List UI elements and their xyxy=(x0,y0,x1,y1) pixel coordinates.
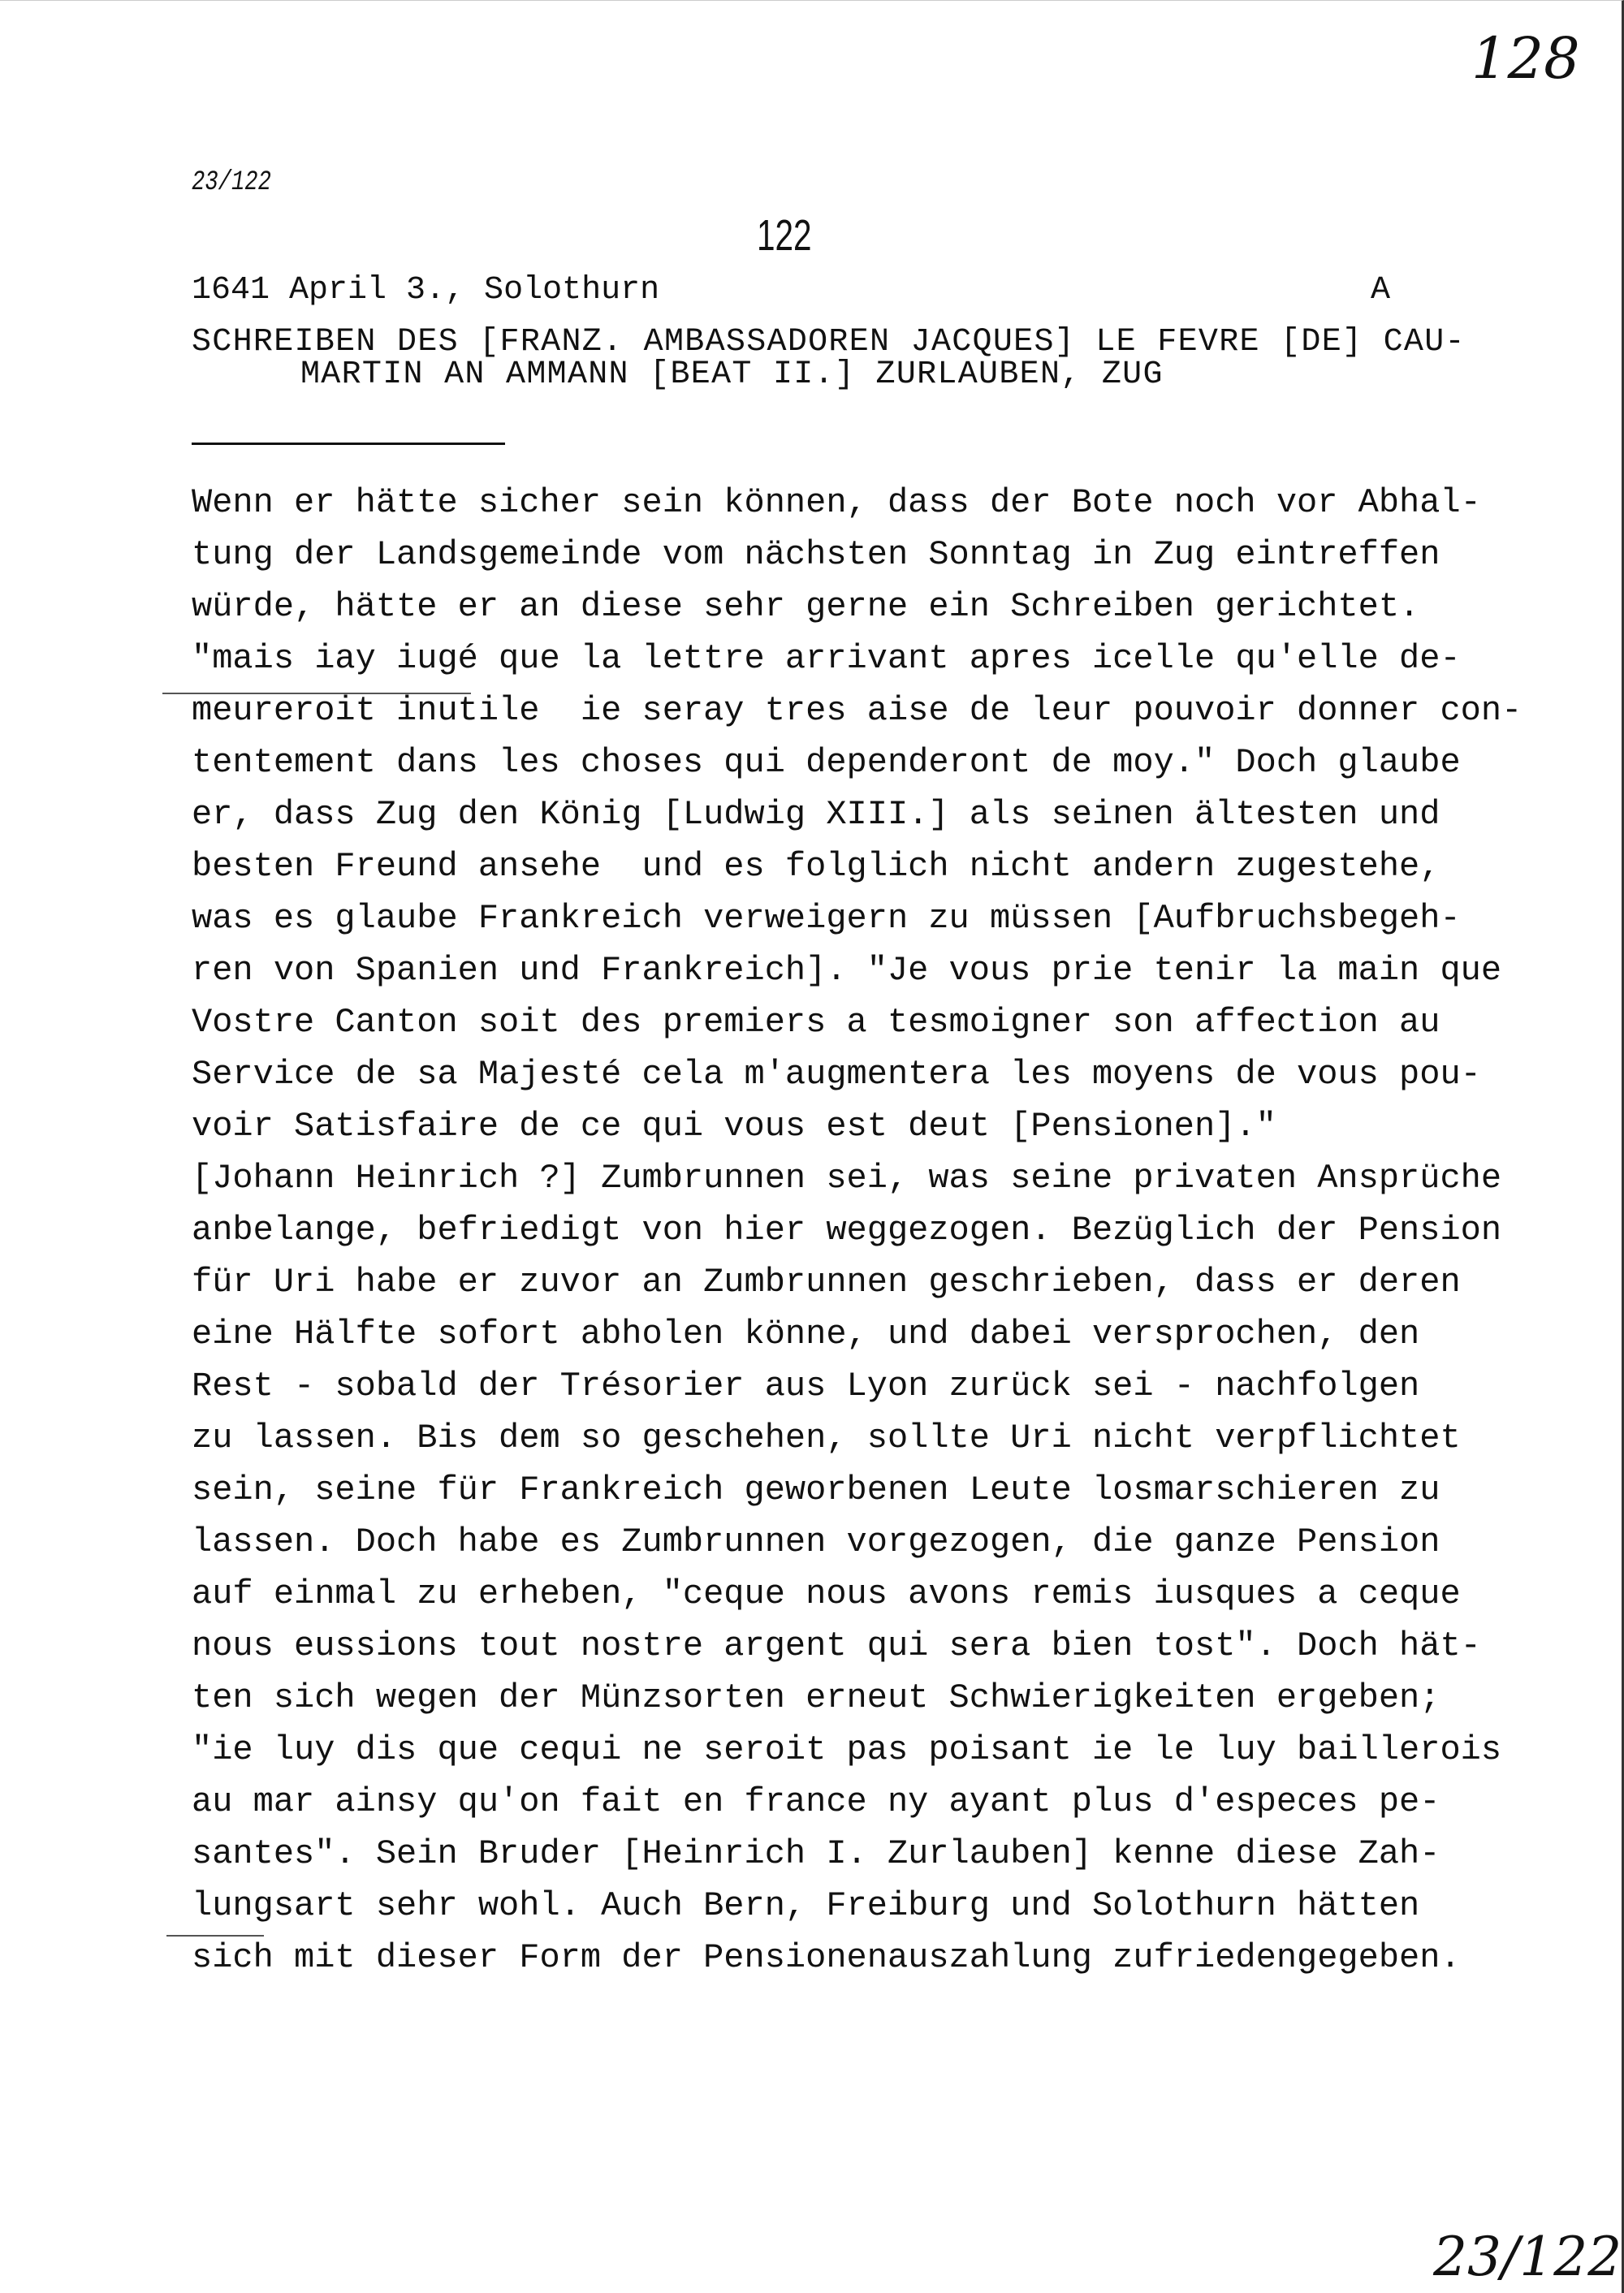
body-line: Vostre Canton soit des premiers a tesmoigner son affection au xyxy=(192,1003,1440,1042)
body-line: tung der Landsgemeinde vom nächsten Sonntag in Zug eintreffen xyxy=(192,535,1440,574)
body-line: ten sich wegen der Münzsorten erneut Schwierigkeiten ergeben; xyxy=(192,1678,1440,1717)
category-letter: A xyxy=(1371,272,1391,309)
body-line: sein, seine für Frankreich geworbenen Leute losmarschieren zu xyxy=(192,1470,1440,1509)
body-line: lungsart sehr wohl. Auch Bern, Freiburg und Solothurn hätten xyxy=(192,1886,1420,1925)
date-place: 1641 April 3., Solothurn xyxy=(192,272,660,309)
body-line: santes". Sein Bruder [Heinrich I. Zurlauben] kenne diese Zah- xyxy=(192,1834,1440,1873)
body-line: Service de sa Majesté cela m'augmentera les moyens de vous pou- xyxy=(192,1055,1481,1094)
body-line: au mar ainsy qu'on fait en france ny ayant plus d'especes pe- xyxy=(192,1782,1440,1821)
body-line: "mais iay iugé que la lettre arrivant apres icelle qu'elle de- xyxy=(192,639,1461,678)
caption-line-2: MARTIN AN AMMANN [BEAT II.] ZURLAUBEN, ZUG xyxy=(300,356,1164,393)
body-line: tentement dans les choses qui dependeront de moy." Doch glaube xyxy=(192,743,1461,782)
body-line: meureroit inutile ie seray tres aise de leur pouvoir donner con- xyxy=(192,691,1522,730)
body-line: Wenn er hätte sicher sein können, dass der Bote noch vor Abhal- xyxy=(192,483,1481,522)
body-line: voir Satisfaire de ce qui vous est deut [Pensionen]." xyxy=(192,1107,1276,1146)
body-text xyxy=(192,477,1522,1984)
body-line: ren von Spanien und Frankreich]. "Je vous prie tenir la main que xyxy=(192,951,1502,990)
handwritten-folio-number: 128 xyxy=(1471,25,1580,92)
body-line: würde, hätte er an diese sehr gerne ein Schreiben gerichtet. xyxy=(192,587,1420,626)
body-line: Rest - sobald der Trésorier aus Lyon zurück sei - nachfolgen xyxy=(192,1367,1420,1406)
body-line: lassen. Doch habe es Zumbrunnen vorgezogen, die ganze Pension xyxy=(192,1522,1440,1561)
body-line: eine Hälfte sofort abholen könne, und dabei versprochen, den xyxy=(192,1315,1420,1354)
body-line: sich mit dieser Form der Pensionenauszahlung zufriedengegeben. xyxy=(192,1938,1461,1977)
body-line: er, dass Zug den König [Ludwig XIII.] als seinen ältesten und xyxy=(192,795,1440,834)
caption-line-1: SCHREIBEN DES [FRANZ. AMBASSADOREN JACQUES] LE FEVRE [DE] CAU- xyxy=(192,324,1466,361)
body-line: was es glaube Frankreich verweigern zu müssen [Aufbruchsbegeh- xyxy=(192,899,1461,938)
document-number: 122 xyxy=(757,211,812,260)
body-line: [Johann Heinrich ?] Zumbrunnen sei, was seine privaten Ansprüche xyxy=(192,1159,1502,1198)
body-line: besten Freund ansehe und es folglich nicht andern zugestehe, xyxy=(192,847,1440,886)
body-line: zu lassen. Bis dem so geschehen, sollte Uri nicht verpflichtet xyxy=(192,1419,1461,1457)
body-line: auf einmal zu erheben, "ceque nous avons remis iusques a ceque xyxy=(192,1574,1461,1613)
body-line: "ie luy dis que cequi ne seroit pas poisant ie le luy baillerois xyxy=(192,1730,1502,1769)
body-line: anbelange, befriedigt von hier weggezogen. Bezüglich der Pension xyxy=(192,1211,1502,1250)
separator-rule xyxy=(192,443,505,445)
handwritten-archive-ref: 23/122 xyxy=(1433,2226,1622,2288)
reference-number: 23/122 xyxy=(192,167,271,198)
body-line: für Uri habe er zuvor an Zumbrunnen geschrieben, dass er deren xyxy=(192,1263,1461,1302)
body-line: nous eussions tout nostre argent qui sera bien tost". Doch hät- xyxy=(192,1626,1481,1665)
